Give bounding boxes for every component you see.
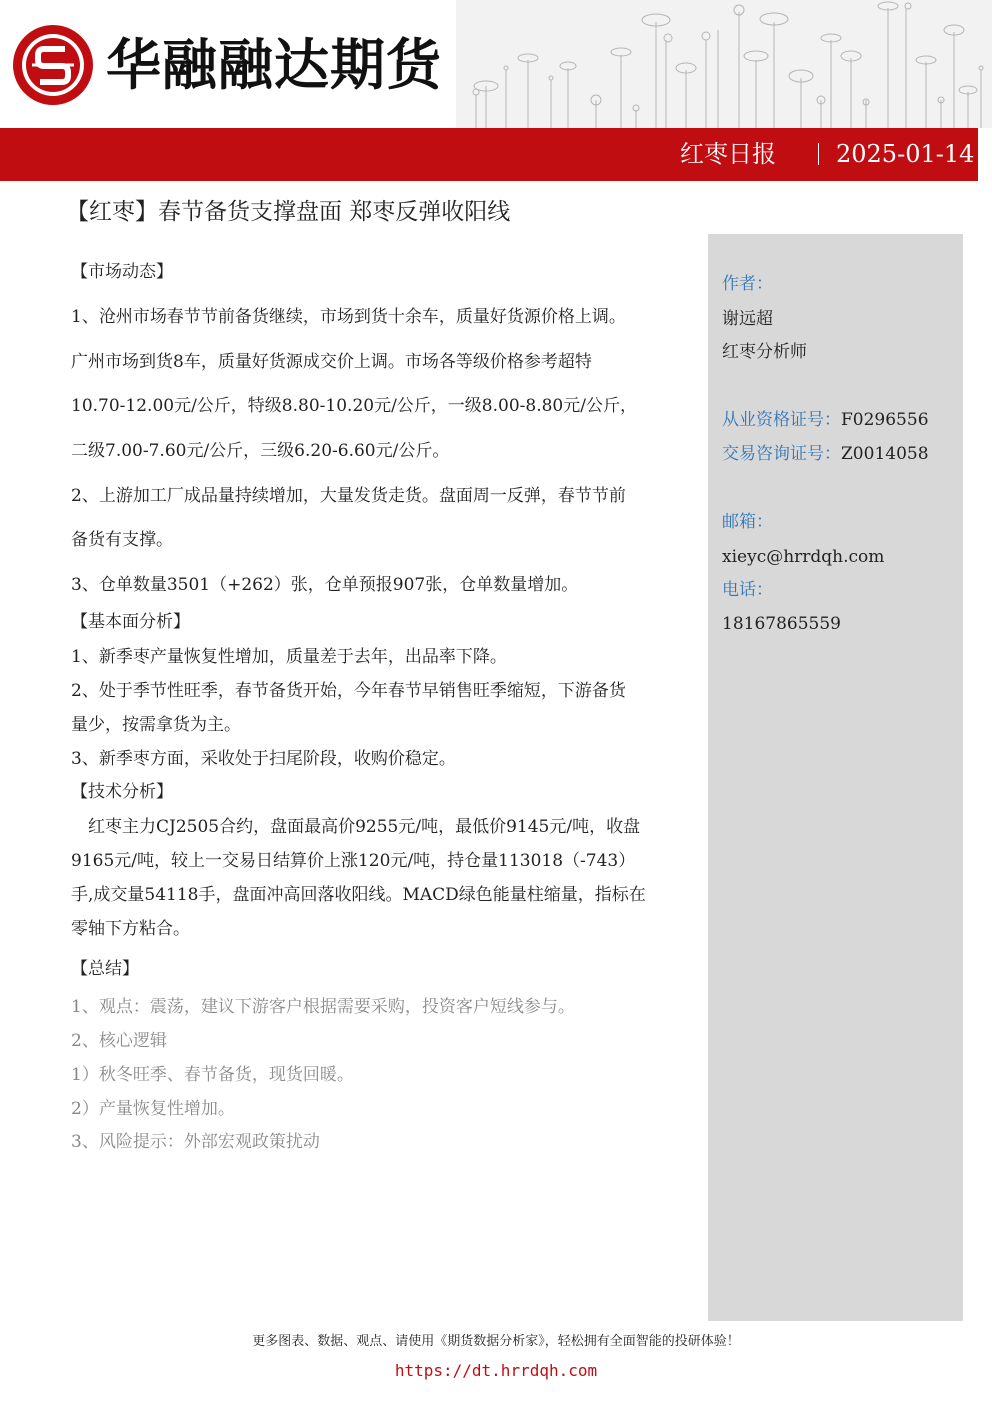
author-name: 谢远超 (722, 309, 773, 329)
consult-label: 交易咨询证号： (722, 444, 841, 464)
author-title: 红枣分析师 (722, 342, 807, 362)
market-line: 广州市场到货8车，质量好货源成交价上调。市场各等级价格参考超特 (71, 352, 592, 372)
technical-heading: 【技术分析】 (71, 782, 173, 802)
qualification-label: 从业资格证号： (722, 410, 841, 430)
market-line: 10.70-12.00元/公斤，特级8.80-10.20元/公斤，一级8.00-8.80元/公斤， (71, 396, 637, 416)
technical-line: 零轴下方粘合。 (71, 919, 190, 939)
market-line: 3、仓单数量3501（+262）张，仓单预报907张，仓单数量增加。 (71, 575, 579, 595)
technical-line: 红枣主力CJ2505合约，盘面最高价9255元/吨，最低价9145元/吨，收盘 (71, 817, 641, 837)
header-red-band (0, 128, 978, 181)
summary-line: 1）秋冬旺季、春节备货，现货回暖。 (71, 1065, 354, 1085)
author-sidebar (708, 234, 963, 1321)
author-label: 作者： (722, 274, 773, 294)
brand-logo (10, 22, 442, 108)
header-divider (818, 143, 819, 165)
fundamental-line: 3、新季枣方面，采收处于扫尾阶段，收购价稳定。 (71, 749, 456, 769)
qualification-row (722, 408, 929, 432)
report-type: 红枣日报 (680, 140, 776, 168)
phone-value: 18167865559 (722, 614, 841, 634)
header-decoration (456, 0, 992, 128)
market-line: 2、上游加工厂成品量持续增加，大量发货走货。盘面周一反弹，春节节前 (71, 486, 626, 506)
summary-heading: 【总结】 (71, 959, 139, 979)
email-value[interactable]: xieyc@hrrdqh.com (722, 547, 885, 567)
phone-label: 电话： (722, 580, 773, 600)
report-headline: 【红枣】春节备货支撑盘面 郑枣反弹收阳线 (66, 199, 511, 225)
summary-line: 3、风险提示：外部宏观政策扰动 (71, 1132, 320, 1152)
summary-line: 1、观点：震荡，建议下游客户根据需要采购，投资客户短线参与。 (71, 997, 575, 1017)
report-header (0, 0, 992, 182)
technical-line: 手,成交量54118手，盘面冲高回落收阳线。MACD绿色能量柱缩量，指标在 (71, 885, 646, 905)
footer-link[interactable]: https://dt.hrrdqh.com (394, 1361, 598, 1380)
fundamental-heading: 【基本面分析】 (71, 612, 190, 632)
technical-line: 9165元/吨，较上一交易日结算价上涨120元/吨，持仓量113018（-743） (71, 851, 636, 871)
footer-promo-text: 更多图表、数据、观点、请使用《期货数据分析家》，轻松拥有全面智能的投研体验！ (252, 1334, 740, 1349)
fundamental-line: 1、新季枣产量恢复性增加，质量差于去年，出品率下降。 (71, 647, 507, 667)
market-line: 备货有支撑。 (71, 530, 173, 550)
market-line: 1、沧州市场春节节前备货继续，市场到货十余车，质量好货源价格上调。 (71, 307, 626, 327)
brand-name: 华融融达期货 (106, 32, 443, 97)
market-heading: 【市场动态】 (71, 262, 173, 282)
summary-line: 2、核心逻辑 (71, 1031, 167, 1051)
market-line: 二级7.00-7.60元/公斤，三级6.20-6.60元/公斤。 (71, 441, 450, 461)
report-date: 2025-01-14 (836, 140, 975, 168)
company-logo-icon (10, 22, 96, 108)
consult-value: Z0014058 (841, 444, 929, 464)
fundamental-line: 量少，按需拿货为主。 (71, 715, 241, 735)
summary-line: 2）产量恢复性增加。 (71, 1099, 235, 1119)
email-label: 邮箱： (722, 512, 773, 532)
consult-row (722, 442, 929, 466)
fundamental-line: 2、处于季节性旺季，春节备货开始，今年春节早销售旺季缩短，下游备货 (71, 681, 626, 701)
qualification-value: F0296556 (841, 410, 929, 430)
